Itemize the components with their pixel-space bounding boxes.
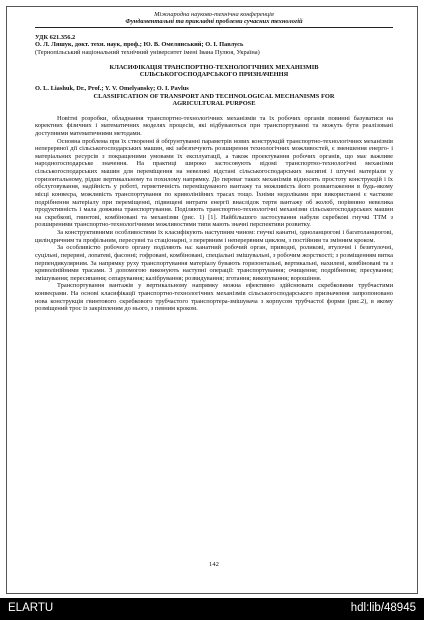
title-en-line: AGRICULTURAL PURPOSE — [172, 100, 256, 108]
conference-title: Міжнародна науково-технічна конференція — [154, 11, 274, 18]
footer-handle: hdl:lib/48945 — [350, 602, 416, 614]
article-body — [35, 115, 393, 313]
title-en — [35, 93, 393, 108]
paragraph: За особливістю робочого органу поділяють на: канатний робочий орган, приводні, роликові, втулочні і безвтулочні, суцільні, перервні, лопатеві, фасонні; гофровані, комбіновані, спеціальні змішувальні, з робочим жорсткості; з розміщенням витка перпендикулярним. За напрямку руху транспортування матеріалу бувають горизонтальні, вертикальні, нахилені, комбіновані та з криволінійними трасами. З допомогою виконують наступні операції: транспортування; очищення; подрібнення; пресування; змішування; пересипання; сепарування; калібрування; розвидування; зготання; викопування; ворошіння. — [35, 244, 393, 282]
authors-en: O. L. Liashuk, Dr., Prof.; Y. V. Omelyansky; O. I. Pavlus — [35, 85, 189, 93]
conference-subtitle: Фундаментальні та прикладні проблеми сучасних технологій — [125, 18, 303, 26]
paragraph: Транспортування вантажів у вертикальному напрямку можна ефективно здійснювати скребковими трубчастими конвеєрами. На основі класифікації транспортно-технологічних механізмів сільськогосподарського призначення запропоновано нова конструкція гвинтового скребкового трубчастого транспортера-змішувача з корпусом трубчастої форми (рис.2), в якому розміщений трос із закріпленим до нього, з певним кроком. — [35, 282, 393, 313]
paragraph: Основна проблема при їх створенні й обґрунтуванні параметрів нових конструкцій транспортно-технологічних механізмів неперервної дії сільськогосподарських машин, які забезпечують розширення технологічних можливостей, є зменшення енерго- і матеріальних ресурсів з покращеними умовами їх експлуатації, а також проектування робочих органів, що має важливе народногосподарське значення. На практиці широко застосовують відомі транспортно-технологічні механізми сільськогосподарських машин для переміщення на невеликі відстані сільськогосподарських насипні і штучні матеріали у горизонтальному, рідше вертикальному та похилому напрямку. До переваг таких механізмів відносять простоту конструкцій і їх обслуговування, надійність у роботі, герметичність переміщуваного вантажу та можливість його розвантаження в будь-якому місці конвеєра, можливість транспортування по криволінійних трасах тощо. Їхніми недоліками при використанні є часткове подрібнення матеріалу при переміщенні, підвищені витрати енергії внаслідок тертя вантажу об жолоб, порівняно невелика продуктивність і мала довжина транспортування. Поділяють транспортно-технологічні механізми сільськогосподарських машин на скребкові, гвинтові, комбіновані та механізми (рис. 1) [1]. Найбільшого застосування набули скребкові гнучкі ТТМ з розширеними транспортно-технологічними можливостями типи мають значні перспективи розвитку. — [35, 137, 393, 229]
running-header — [35, 11, 393, 26]
footer-repository: ELARTU — [8, 602, 54, 614]
paragraph: Новітні розробки, обладнання транспортно-технологічних механізмів та їх робочих органів повинні базуватися на коректних фізичних і математичних моделях процесів, які відбуваються при транспортуванні та можуть бути реалізовані доступними математичними методами. — [35, 114, 393, 137]
footer-bar — [0, 598, 424, 620]
document-page — [6, 6, 418, 594]
title-ua — [35, 64, 393, 79]
page-number: 142 — [209, 561, 219, 568]
affiliation: (Тернопільський національний технічний університет імені Івана Пулюя, Україна) — [35, 49, 260, 56]
title-en-line: CLASSIFICATION OF TRANSPORT AND TECHNOLOGICAL MECHANISMS FOR — [93, 92, 335, 100]
authors-ua: О. Л. Ляшук, докт. техн. наук, проф.; Ю. В. Омелянський; О. І. Павлусь — [35, 41, 244, 49]
paragraph: За конструктивними особливостями їх класифікують наступним чином: гнучкі канатні, одноланцюгові і багатоланцюгові, циліндричним та профільним, пересувні та стаціонарні, з перервним і неперервним циклом, з постійним та змінним кроком. — [35, 229, 393, 244]
page-content — [35, 11, 393, 568]
title-ua-line: КЛАСИФІКАЦІЯ ТРАНСПОРТНО-ТЕХНОЛОГІЧНИХ МЕХАНІЗМІВ — [109, 63, 319, 71]
udk-code: УДК 621.356.2 — [35, 33, 76, 41]
title-ua-line: СІЛЬСЬКОГОСПОДАРСЬКОГО ПРИЗНАЧЕННЯ — [139, 71, 289, 78]
header-divider — [35, 27, 393, 28]
